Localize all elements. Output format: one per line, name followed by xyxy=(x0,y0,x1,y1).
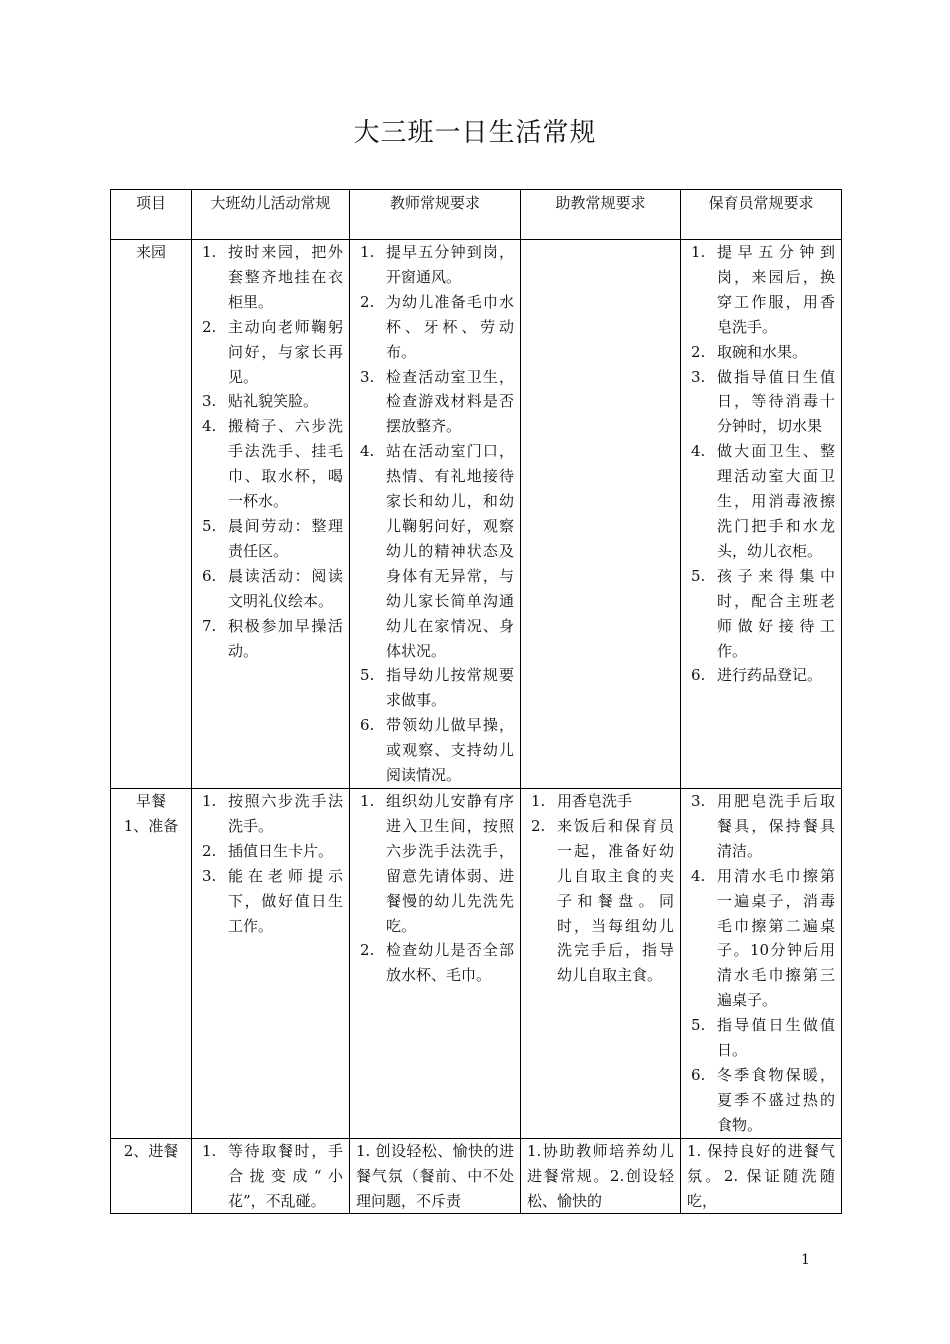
item-text: 检查活动室卫生，检查游戏材料是否摆放整齐。 xyxy=(386,367,514,436)
list-item xyxy=(687,1013,835,1063)
item-number: 5. xyxy=(691,1016,706,1035)
item-number: 3. xyxy=(360,367,375,386)
item-number: 1. xyxy=(691,243,706,261)
list-item xyxy=(687,864,835,1013)
item-number: 2. xyxy=(360,941,375,960)
list-item xyxy=(687,439,835,564)
item-text: 取碗和水果。 xyxy=(717,342,808,361)
item-text: 冬季食物保暖，夏季不盛过热的食物。 xyxy=(717,1065,835,1134)
table-header-row xyxy=(111,190,842,240)
item-number: 2. xyxy=(202,317,217,336)
list-item xyxy=(687,789,835,864)
list-item xyxy=(198,514,343,564)
zhujiao-cell xyxy=(521,240,681,789)
list-item xyxy=(356,290,514,365)
item-number: 3. xyxy=(202,392,217,411)
list-item xyxy=(687,1063,835,1138)
item-number: 2. xyxy=(202,841,217,860)
category-cell: 2、进餐 xyxy=(111,1138,192,1214)
item-number: 4. xyxy=(360,442,375,461)
jiaoshi-cell xyxy=(350,240,521,789)
page-number: 1 xyxy=(801,1252,810,1268)
item-text: 用清水毛巾擦第一遍桌子，消毒毛巾擦第二遍桌子。10分钟后用清水毛巾擦第三遍桌子。 xyxy=(717,866,835,1010)
table-row xyxy=(111,240,842,789)
item-text: 按照六步洗手法洗手。 xyxy=(228,792,343,835)
routine-table xyxy=(110,189,842,1214)
list-item xyxy=(198,315,343,390)
cell-text: 1. 创设轻松、愉快的进餐气氛（餐前、中不处理问题，不斥责 xyxy=(356,1141,514,1210)
header-jiaoshi: 教师常规要求 xyxy=(350,190,521,240)
item-text: 指导值日生做值日。 xyxy=(717,1016,835,1060)
list-item xyxy=(527,814,674,988)
item-number: 5. xyxy=(691,566,706,585)
youer-cell xyxy=(192,240,350,789)
list-item xyxy=(198,564,343,614)
item-text: 来饭后和保育员一起，准备好幼儿自取主食的夹子和餐盘。同时，当每组幼儿洗完手后，指导幼儿自取主食。 xyxy=(557,816,674,985)
list-item xyxy=(198,789,343,839)
item-text: 按时来园，把外套整齐地挂在衣柜里。 xyxy=(228,243,343,311)
item-text: 能在老师提示下，做好值日生工作。 xyxy=(228,866,343,935)
zhujiao-cell xyxy=(521,789,681,1139)
header-youer: 大班幼儿活动常规 xyxy=(192,190,350,240)
list-item xyxy=(356,240,514,290)
list-item xyxy=(356,789,514,938)
list-item xyxy=(198,614,343,664)
list-item xyxy=(356,365,514,440)
item-text: 主动向老师鞠躬问好，与家长再见。 xyxy=(228,317,343,386)
item-number: 1. xyxy=(360,792,375,810)
item-text: 积极参加早操活动。 xyxy=(228,616,343,660)
list-item xyxy=(527,789,674,814)
numbered-list xyxy=(356,789,514,988)
category-cell: 来园 xyxy=(111,240,192,789)
list-item xyxy=(687,365,835,440)
item-text: 带领幼儿做早操，或观察、支持幼儿阅读情况。 xyxy=(386,716,514,785)
item-number: 6. xyxy=(360,716,375,735)
list-item xyxy=(198,414,343,514)
item-number: 1. xyxy=(202,1141,217,1160)
youer-cell xyxy=(192,1138,350,1214)
item-number: 6. xyxy=(691,1065,706,1084)
table-row xyxy=(111,789,842,1139)
list-item xyxy=(198,839,343,864)
item-number: 6. xyxy=(691,666,706,685)
list-item xyxy=(198,864,343,939)
item-text: 检查幼儿是否全部放水杯、毛巾。 xyxy=(386,941,514,985)
table-row xyxy=(111,1138,842,1214)
header-zhujiao: 助教常规要求 xyxy=(521,190,681,240)
youer-cell xyxy=(192,789,350,1139)
item-number: 3. xyxy=(691,367,706,386)
item-number: 2. xyxy=(691,342,706,361)
list-item xyxy=(687,240,835,340)
item-text: 搬椅子、六步洗手法洗手、挂毛巾、取水杯，喝一杯水。 xyxy=(228,417,343,511)
numbered-list xyxy=(198,240,343,663)
item-number: 2. xyxy=(360,292,375,311)
item-number: 5. xyxy=(202,516,217,535)
item-text: 贴礼貌笑脸。 xyxy=(228,392,319,411)
item-number: 6. xyxy=(202,566,217,585)
header-baoyu: 保育员常规要求 xyxy=(681,190,842,240)
item-number: 4. xyxy=(202,417,217,436)
cell-text: 1. 保持良好的进餐气氛。2. 保证随洗随吃， xyxy=(687,1141,835,1210)
item-text: 提早五分钟到岗，来园后，换穿工作服，用香皂洗手。 xyxy=(717,243,835,336)
header-xiangmu: 项目 xyxy=(111,190,192,240)
list-item xyxy=(198,389,343,414)
item-number: 1. xyxy=(202,792,217,810)
numbered-list xyxy=(198,789,343,938)
item-number: 2. xyxy=(531,816,546,835)
numbered-list xyxy=(198,1139,343,1214)
item-text: 进行药品登记。 xyxy=(717,666,823,685)
item-text: 晨读活动：阅读文明礼仪绘本。 xyxy=(228,566,343,610)
item-number: 4. xyxy=(691,866,706,885)
item-text: 晨间劳动：整理责任区。 xyxy=(228,516,343,560)
category-line: 早餐 xyxy=(135,792,166,810)
list-item xyxy=(687,340,835,365)
item-number: 3. xyxy=(202,866,217,885)
item-number: 1. xyxy=(202,243,217,261)
baoyu-cell xyxy=(681,1138,842,1214)
list-item xyxy=(356,663,514,713)
item-text: 指导幼儿按常规要求做事。 xyxy=(386,666,514,710)
list-item xyxy=(198,1139,343,1214)
category-cell xyxy=(111,789,192,1139)
list-item xyxy=(687,564,835,664)
item-text: 等待取餐时，手合拢变成“小花”，不乱碰。 xyxy=(228,1141,343,1210)
zhujiao-cell xyxy=(521,1138,681,1214)
item-number: 1. xyxy=(531,792,546,810)
numbered-list xyxy=(356,240,514,788)
item-text: 做指导值日生值日，等待消毒十分钟时，切水果 xyxy=(717,367,835,436)
item-text: 站在活动室门口，热情、有礼地接待家长和幼儿，和幼儿鞠躬问好，观察幼儿的精神状态及身体有无异常，与幼儿家长简单沟通幼儿在家情况、身体状况。 xyxy=(386,442,514,660)
item-text: 组织幼儿安静有序进入卫生间，按照六步洗手法洗手，留意先请体弱、进餐慢的幼儿先洗先吃。 xyxy=(386,792,514,935)
cell-text: 1.协助教师培养幼儿进餐常规。2.创设轻松、愉快的 xyxy=(527,1141,674,1210)
list-item xyxy=(198,240,343,315)
item-text: 孩子来得集中时，配合主班老师做好接待工作。 xyxy=(717,566,835,660)
item-number: 7. xyxy=(202,616,217,635)
item-number: 1. xyxy=(360,243,375,261)
numbered-list xyxy=(527,789,674,988)
list-item xyxy=(356,713,514,788)
numbered-list xyxy=(687,240,835,688)
item-text: 提早五分钟到岗，开窗通风。 xyxy=(386,243,514,286)
numbered-list xyxy=(687,789,835,1138)
category-line: 1、准备 xyxy=(123,816,179,835)
item-text: 用香皂洗手 xyxy=(557,792,633,810)
item-text: 为幼儿准备毛巾水杯、牙杯、劳动布。 xyxy=(386,292,514,361)
baoyu-cell xyxy=(681,240,842,789)
item-text: 用肥皂洗手后取餐具，保持餐具清洁。 xyxy=(717,792,835,860)
item-number: 3. xyxy=(691,792,706,810)
item-number: 4. xyxy=(691,442,706,461)
list-item xyxy=(356,938,514,988)
list-item xyxy=(687,663,835,688)
item-text: 插值日生卡片。 xyxy=(228,841,334,860)
item-text: 做大面卫生、整理活动室大面卫生，用消毒液擦洗门把手和水龙头，幼儿衣柜。 xyxy=(717,442,835,560)
page-title: 大三班一日生活常规 xyxy=(353,118,597,148)
list-item xyxy=(356,439,514,663)
jiaoshi-cell xyxy=(350,1138,521,1214)
baoyu-cell xyxy=(681,789,842,1139)
item-number: 5. xyxy=(360,666,375,685)
jiaoshi-cell xyxy=(350,789,521,1139)
